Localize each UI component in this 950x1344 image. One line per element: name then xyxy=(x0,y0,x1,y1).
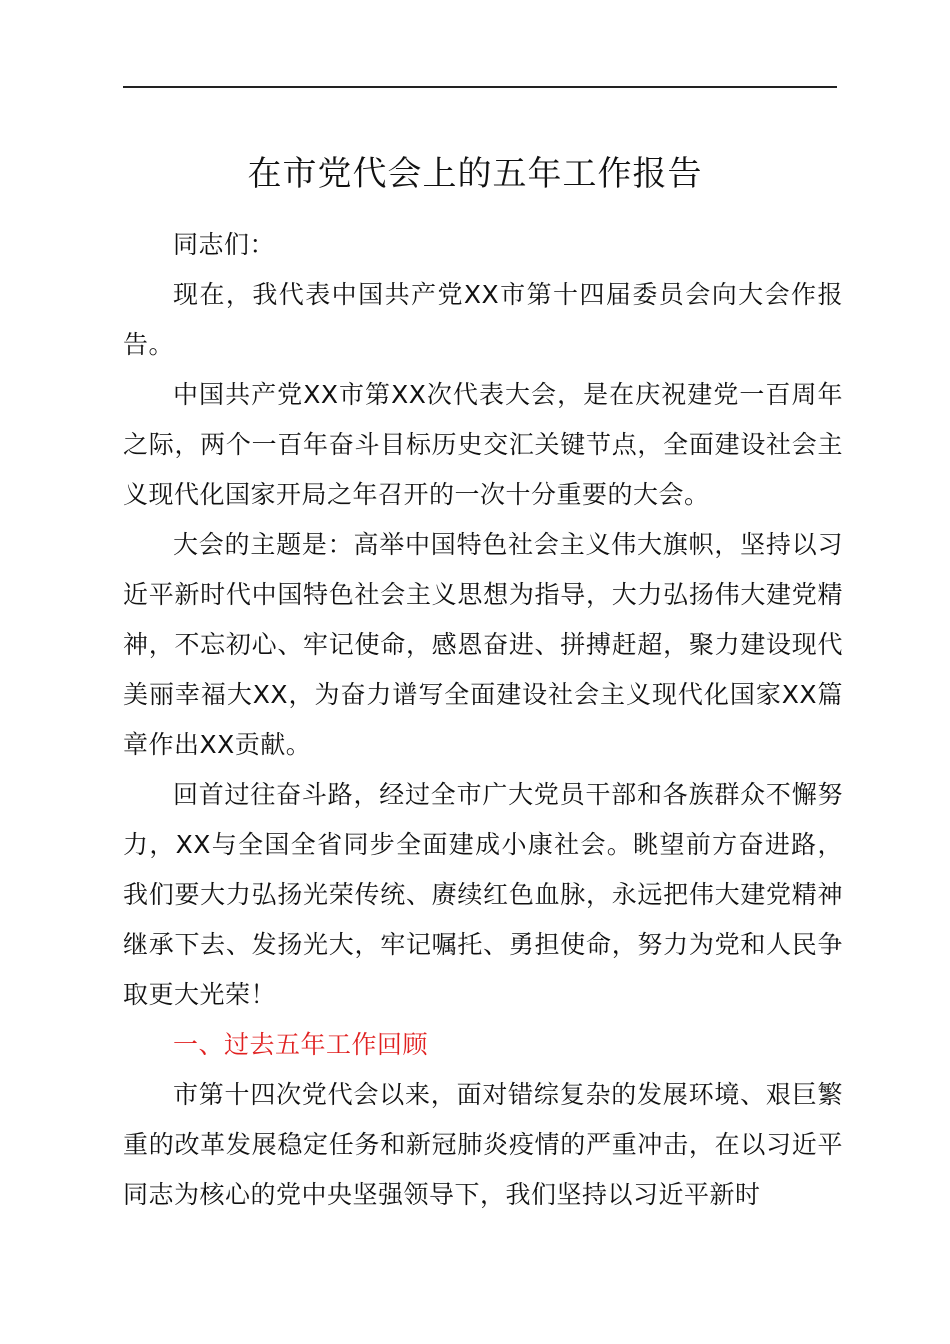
salutation: 同志们： xyxy=(173,230,276,259)
header-rule xyxy=(123,86,837,88)
section-heading: 一、过去五年工作回顾 xyxy=(173,1030,429,1059)
document-body xyxy=(123,220,843,1220)
paragraph: 市第十四次党代会以来，面对错综复杂的发展环境、艰巨繁重的改革发展稳定任务和新冠肺炎疫情的严重冲击，在以习近平同志为核心的党中央坚强领导下，我们坚持以习近平新时 xyxy=(123,1080,843,1209)
paragraph: 大会的主题是：高举中国特色社会主义伟大旗帜，坚持以习近平新时代中国特色社会主义思想为指导，大力弘扬伟大建党精神，不忘初心、牢记使命，感恩奋进、拼搏赶超，聚力建设现代美丽幸福大XX，为奋力谱写全面建设社会主义现代化国家XX篇章作出XX贡献。 xyxy=(123,530,843,759)
paragraph: 现在，我代表中国共产党XX市第十四届委员会向大会作报告。 xyxy=(123,280,843,359)
paragraph: 回首过往奋斗路，经过全市广大党员干部和各族群众不懈努力，XX与全国全省同步全面建成小康社会。眺望前方奋进路，我们要大力弘扬光荣传统、赓续红色血脉，永远把伟大建党精神继承下去、发扬光大，牢记嘱托、勇担使命，努力为党和人民争取更大光荣！ xyxy=(123,780,843,1009)
paragraph: 中国共产党XX市第XX次代表大会，是在庆祝建党一百周年之际，两个一百年奋斗目标历史交汇关键节点，全面建设社会主义现代化国家开局之年召开的一次十分重要的大会。 xyxy=(123,380,843,509)
page-title: 在市党代会上的五年工作报告 xyxy=(247,154,703,194)
